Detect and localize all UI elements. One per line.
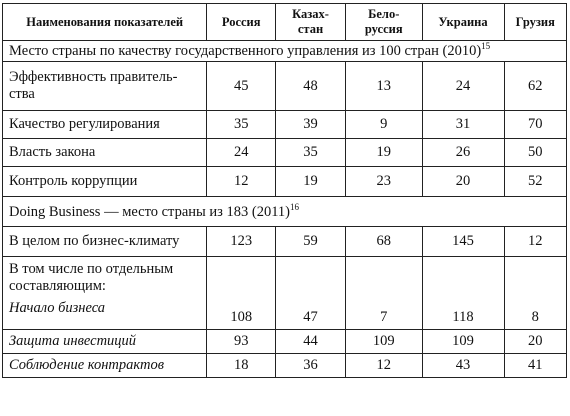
cell-russia: 108 xyxy=(207,257,276,330)
cell-georgia: 52 xyxy=(504,167,566,197)
cell-georgia: 8 xyxy=(504,257,566,330)
cell-georgia: 12 xyxy=(504,227,566,257)
row-label-text: Начало бизнеса xyxy=(9,300,106,316)
section-doing-business-text: Doing Business — место страны из 183 (2011) xyxy=(9,203,290,220)
cell-belarus: 9 xyxy=(346,111,423,139)
footnote-ref-16: 16 xyxy=(290,201,299,212)
table-row xyxy=(3,354,567,378)
cell-russia: 123 xyxy=(207,227,276,257)
cell-russia: 12 xyxy=(207,167,276,197)
subheading-text: В том числе по отдельным составляющим: xyxy=(9,261,174,294)
indicators-table xyxy=(2,3,567,378)
cell-russia: 18 xyxy=(207,354,276,378)
cell-belarus: 23 xyxy=(346,167,423,197)
cell-belarus: 109 xyxy=(346,330,423,354)
cell-ukraine: 20 xyxy=(422,167,504,197)
section-doing-business-title xyxy=(3,197,567,227)
cell-ukraine: 26 xyxy=(422,139,504,167)
cell-ukraine: 31 xyxy=(422,111,504,139)
cell-georgia: 70 xyxy=(504,111,566,139)
row-label-text: Эффективность правитель- ства xyxy=(9,69,178,102)
table-row xyxy=(3,139,567,167)
table-row xyxy=(3,167,567,197)
cell-belarus: 12 xyxy=(346,354,423,378)
cell-ukraine: 118 xyxy=(422,257,504,330)
cell-kazakhstan: 59 xyxy=(276,227,346,257)
table-row xyxy=(3,330,567,354)
header-georgia: Грузия xyxy=(504,4,566,41)
header-kazakhstan xyxy=(276,4,346,41)
cell-belarus: 68 xyxy=(346,227,423,257)
cell-ukraine: 43 xyxy=(422,354,504,378)
cell-belarus: 7 xyxy=(346,257,423,330)
row-label: Власть закона xyxy=(3,139,207,167)
row-label: Соблюдение контрактов xyxy=(3,354,207,378)
cell-kazakhstan: 44 xyxy=(276,330,346,354)
section-governance xyxy=(3,41,567,62)
cell-russia: 35 xyxy=(207,111,276,139)
table-row xyxy=(3,257,567,330)
header-ukraine: Украина xyxy=(422,4,504,41)
cell-georgia: 41 xyxy=(504,354,566,378)
footnote-ref-15: 15 xyxy=(481,41,491,52)
cell-kazakhstan: 19 xyxy=(276,167,346,197)
cell-kazakhstan: 48 xyxy=(276,62,346,111)
cell-kazakhstan: 35 xyxy=(276,139,346,167)
table-row xyxy=(3,111,567,139)
header-belarus-text: Бело- руссия xyxy=(364,7,403,36)
cell-georgia: 50 xyxy=(504,139,566,167)
cell-kazakhstan: 47 xyxy=(276,257,346,330)
section-governance-text: Место страны по качеству государственного управления из 100 стран (2010) xyxy=(9,43,482,59)
cell-belarus: 19 xyxy=(346,139,423,167)
cell-georgia: 62 xyxy=(504,62,566,111)
table-row xyxy=(3,62,567,111)
cell-russia: 45 xyxy=(207,62,276,111)
row-label: Контроль коррупции xyxy=(3,167,207,197)
section-governance-title xyxy=(3,41,567,62)
cell-ukraine: 145 xyxy=(422,227,504,257)
row-label xyxy=(3,62,207,111)
cell-ukraine: 24 xyxy=(422,62,504,111)
header-belarus xyxy=(346,4,423,41)
header-russia: Россия xyxy=(207,4,276,41)
section-doing-business xyxy=(3,197,567,227)
cell-kazakhstan: 39 xyxy=(276,111,346,139)
row-label xyxy=(3,257,207,330)
table-row xyxy=(3,227,567,257)
row-label: Качество регулирования xyxy=(3,111,207,139)
cell-ukraine: 109 xyxy=(422,330,504,354)
cell-georgia: 20 xyxy=(504,330,566,354)
cell-russia: 93 xyxy=(207,330,276,354)
header-indicator: Наименования показателей xyxy=(3,4,207,41)
row-label: Защита инвестиций xyxy=(3,330,207,354)
header-kazakhstan-text: Казах- стан xyxy=(292,7,329,36)
cell-kazakhstan: 36 xyxy=(276,354,346,378)
row-label: В целом по бизнес-климату xyxy=(3,227,207,257)
cell-belarus: 13 xyxy=(346,62,423,111)
cell-russia: 24 xyxy=(207,139,276,167)
header-row xyxy=(3,4,567,41)
